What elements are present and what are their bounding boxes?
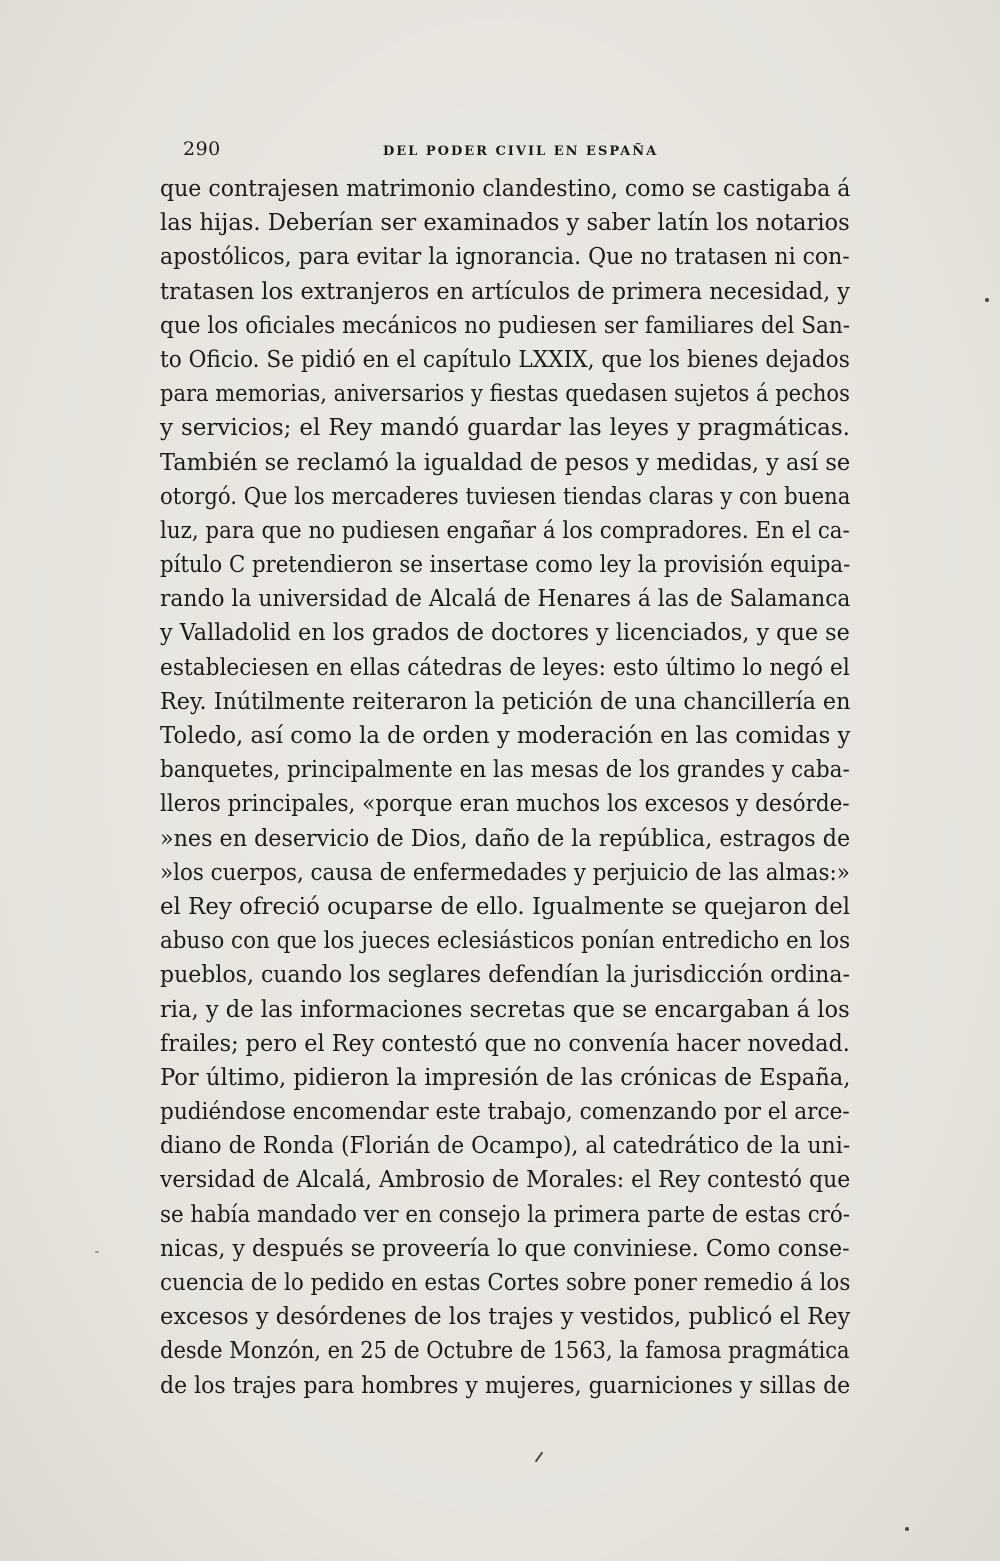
text-line: pítulo C pretendieron se insertase como ley la provisión equipa- xyxy=(160,552,851,579)
text-line: luz, para que no pudiesen engañar á los compradores. En el ca- xyxy=(160,517,850,544)
text-line: y servicios; el Rey mandó guardar las leyes y pragmáticas. xyxy=(160,415,850,442)
text-line: diano de Ronda (Florián de Ocampo), al catedrático de la uni- xyxy=(160,1133,851,1160)
text-line: »nes en deservicio de Dios, daño de la república, estragos de xyxy=(160,825,851,852)
text-line: para memorias, aniversarios y fiestas quedasen sujetos á pechos xyxy=(160,381,850,408)
text-line: pueblos, cuando los seglares defendían la jurisdicción ordina- xyxy=(160,962,850,989)
text-line: frailes; pero el Rey contestó que no convenía hacer novedad. xyxy=(160,1030,850,1057)
text-line: versidad de Alcalá, Ambrosio de Morales: el Rey contestó que xyxy=(160,1167,851,1194)
text-line: Toledo, así como la de orden y moderación en las comidas y xyxy=(160,723,851,749)
text-line: de los trajes para hombres y mujeres, guarniciones y sillas de xyxy=(160,1372,851,1399)
text-line: apostólicos, para evitar la ignorancia. Que no tratasen ni con- xyxy=(160,244,850,271)
text-line: cuencia de lo pedido en estas Cortes sobre poner remedio á los xyxy=(160,1270,851,1296)
text-line: y Valladolid en los grados de doctores y licenciados, y que se xyxy=(160,620,850,647)
body-text xyxy=(160,172,850,1403)
paper-speck xyxy=(905,1527,909,1531)
text-line: pudiéndose encomendar este trabajo, comenzando por el arce- xyxy=(160,1099,850,1126)
text-line: Por último, pidieron la impresión de las crónicas de España, xyxy=(160,1064,851,1091)
text-line: otorgó. Que los mercaderes tuviesen tiendas claras y con buena xyxy=(160,483,851,510)
text-line: nicas, y después se proveería lo que conviniese. Como conse- xyxy=(160,1235,850,1262)
text-line: que contrajesen matrimonio clandestino, como se castigaba á xyxy=(160,176,851,202)
running-title: DEL PODER CIVIL EN ESPAÑA xyxy=(383,144,659,159)
text-line: estableciesen en ellas cátedras de leyes: esto último lo negó el xyxy=(160,654,850,681)
text-line: to Oficio. Se pidió en el capítulo LXXIX, que los bienes dejados xyxy=(160,346,850,373)
paper-speck xyxy=(985,298,989,302)
paper-speck xyxy=(95,1251,99,1253)
text-line: que los oficiales mecánicos no pudiesen ser familiares del San- xyxy=(160,312,851,339)
text-line: tratasen los extranjeros en artículos de primera necesidad, y xyxy=(160,278,850,305)
page-number: 290 xyxy=(183,138,221,160)
text-line: se había mandado ver en consejo la primera parte de estas cró- xyxy=(160,1201,851,1228)
text-line: excesos y desórdenes de los trajes y vestidos, publicó el Rey xyxy=(160,1304,851,1331)
page-header xyxy=(183,138,843,168)
text-line: banquetes, principalmente en las mesas de los grandes y caba- xyxy=(160,757,850,784)
text-line: »los cuerpos, causa de enfermedades y perjuicio de las almas:» xyxy=(160,859,850,886)
text-line: lleros principales, «porque eran muchos los excesos y desórde- xyxy=(160,791,850,818)
text-line: abuso con que los jueces eclesiásticos ponían entredicho en los xyxy=(160,928,851,955)
text-line: rando la universidad de Alcalá de Henares á las de Salamanca xyxy=(160,586,851,613)
text-line: las hijas. Deberían ser examinados y saber latín los notarios xyxy=(160,210,850,237)
text-line: desde Monzón, en 25 de Octubre de 1563, la famosa pragmática xyxy=(160,1338,850,1365)
text-line: el Rey ofreció ocuparse de ello. Igualmente se quejaron del xyxy=(160,893,851,920)
text-line: ria, y de las informaciones secretas que se encargaban á los xyxy=(160,996,850,1023)
paper-speck xyxy=(535,1452,544,1463)
text-line: Rey. Inútilmente reiteraron la petición de una chancillería en xyxy=(160,688,851,715)
text-line: También se reclamó la igualdad de pesos y medidas, y así se xyxy=(160,449,851,476)
